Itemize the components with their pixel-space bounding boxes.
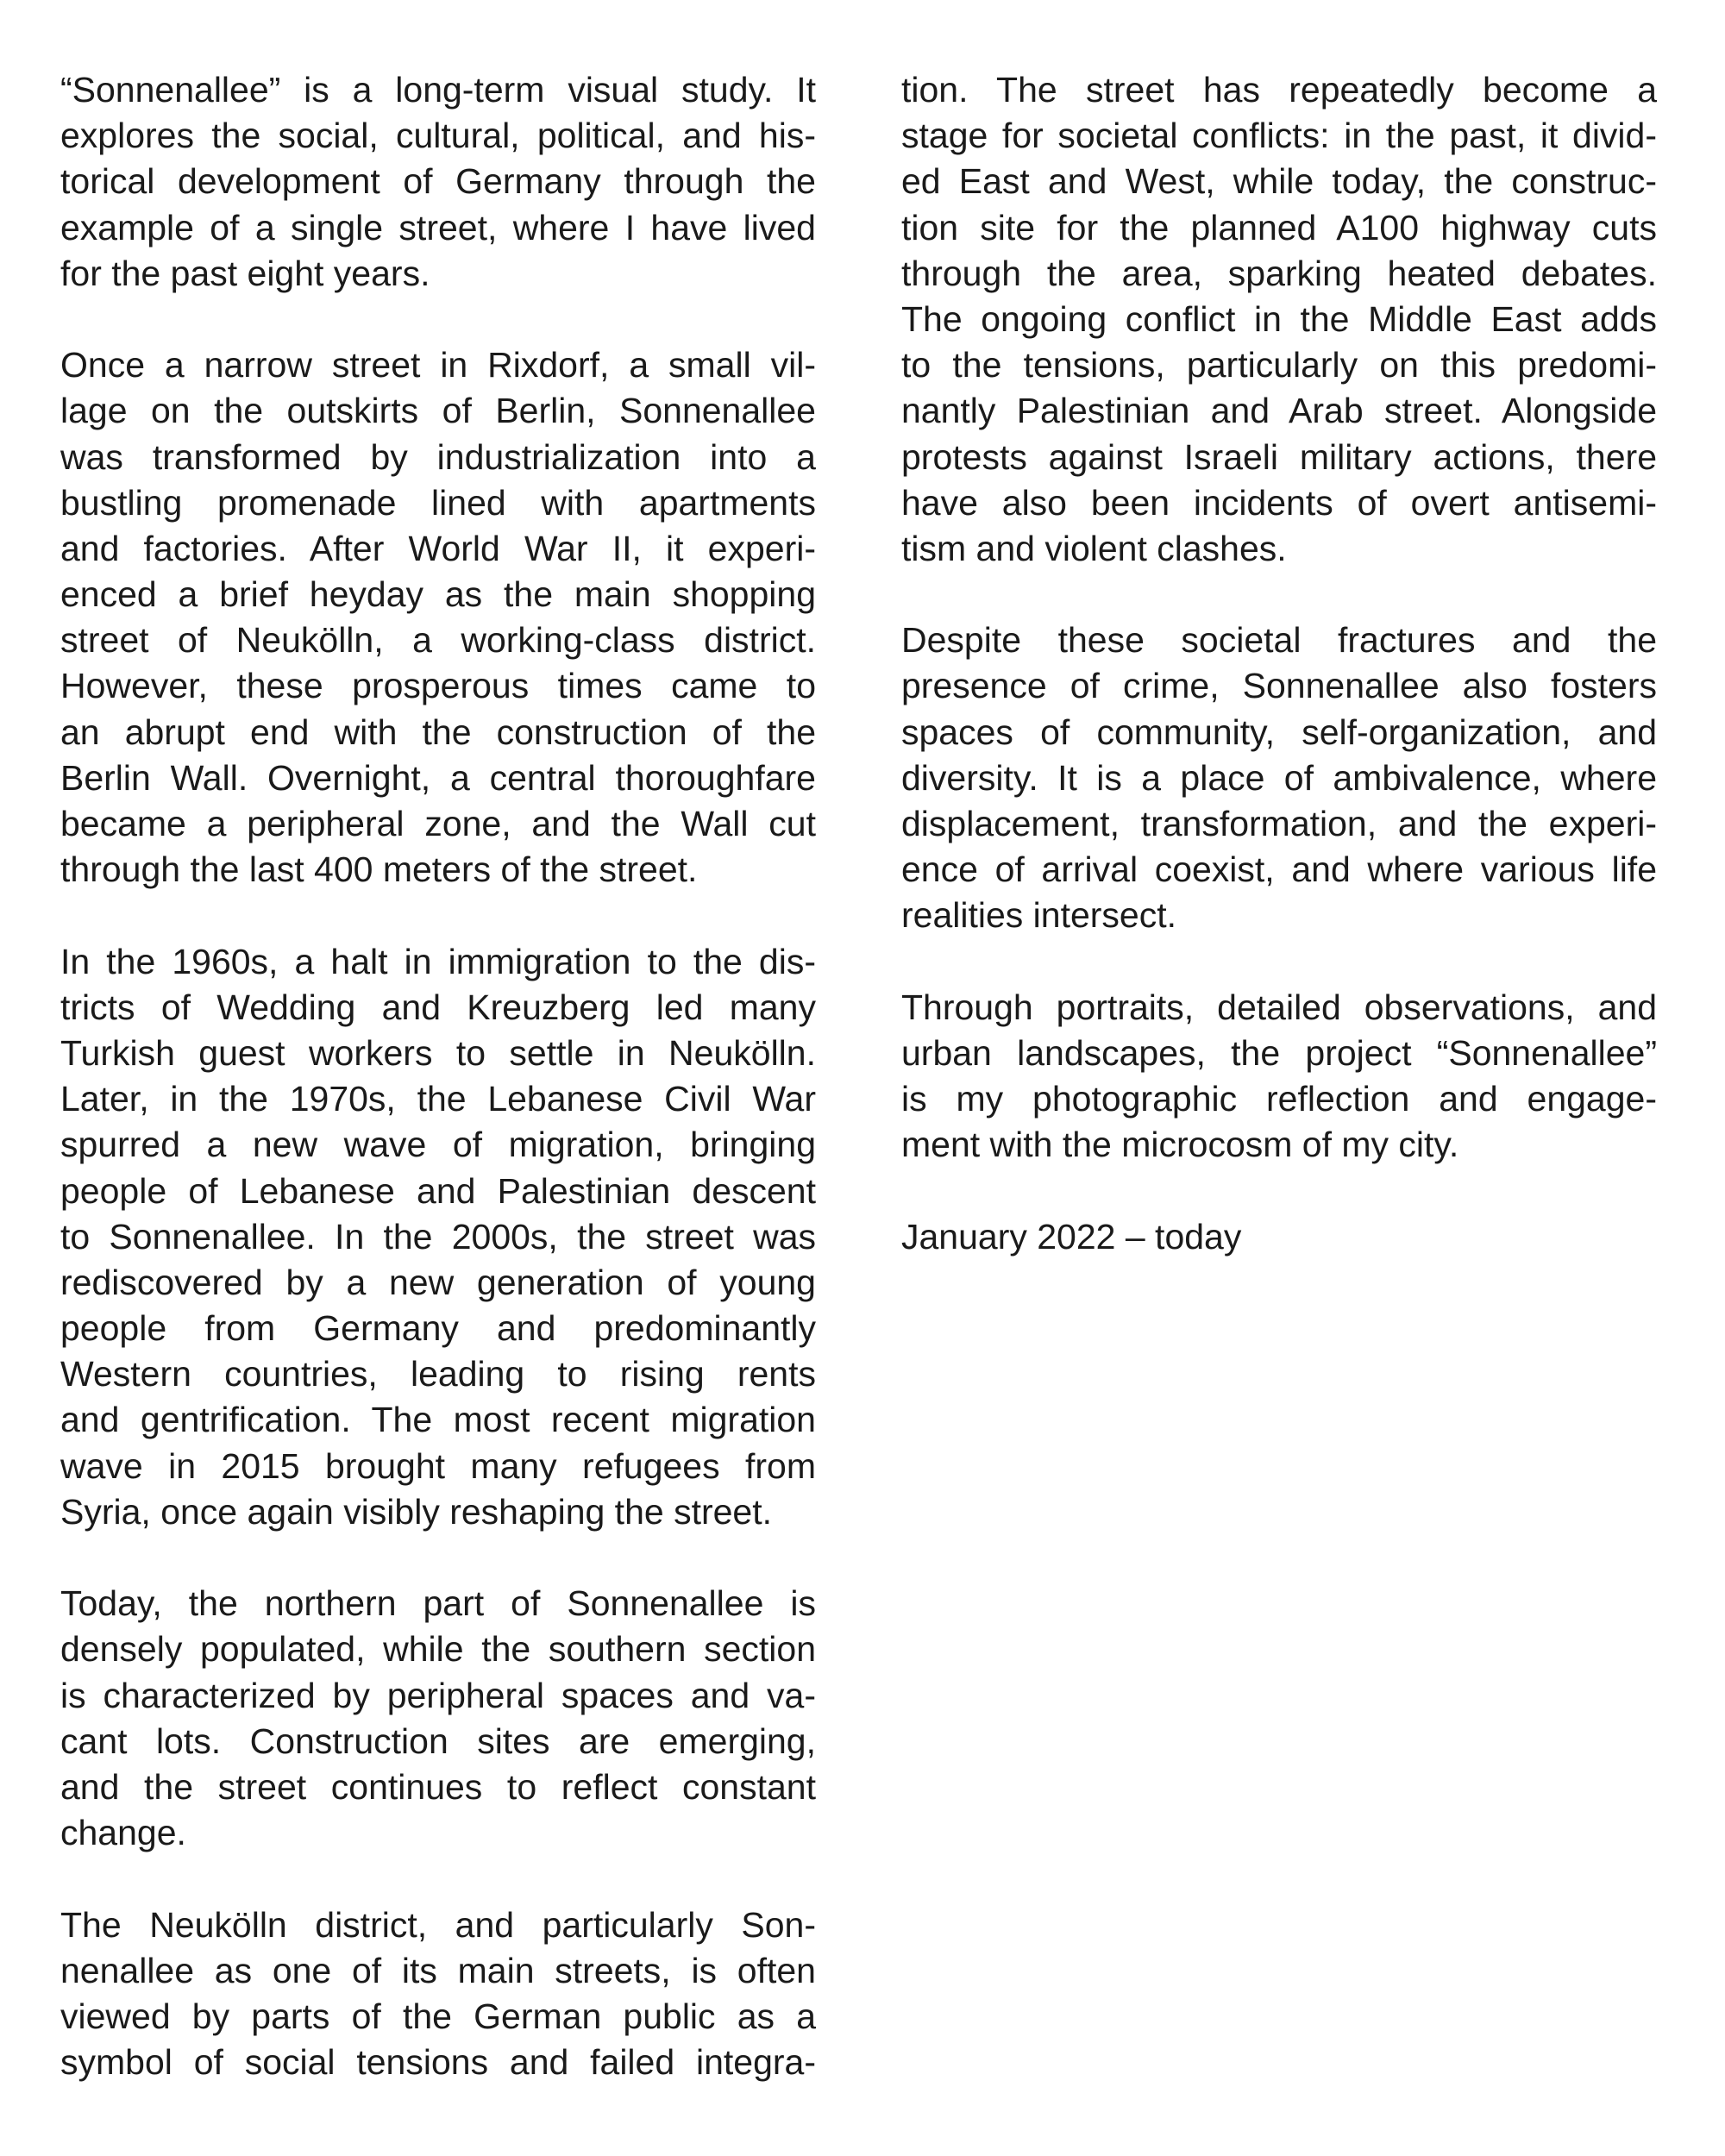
paragraph-spacer (60, 1856, 816, 1902)
text-line: spurred a new wave of migration, bringing (60, 1125, 816, 1165)
text-line: bustling promenade lined with apartments (60, 482, 816, 523)
paragraph (60, 1581, 816, 1856)
text-line: presence of crime, Sonnenallee also fosters (901, 666, 1657, 706)
paragraph-spacer (901, 939, 1657, 985)
text-line: and the street continues to reflect constant (60, 1766, 816, 1807)
paragraph (60, 67, 816, 297)
text-line: is my photographic reflection and engage- (901, 1079, 1657, 1119)
text-line: Today, the northern part of Sonnenallee is (60, 1583, 816, 1624)
text-line: The Neukölln district, and particularly Son- (60, 1904, 816, 1945)
paragraph (901, 617, 1657, 938)
text-line: and gentrification. The most recent migration (60, 1400, 816, 1440)
text-line: for the past eight years. (60, 253, 430, 293)
paragraph (901, 1214, 1657, 1260)
text-line: ence of arrival coexist, and where various life (901, 849, 1657, 890)
text-line: diversity. It is a place of ambivalence, where (901, 757, 1657, 798)
text-line: Once a narrow street in Rixdorf, a small vil- (60, 345, 816, 385)
text-line: through the area, sparking heated debates. (901, 253, 1657, 293)
text-line: explores the social, cultural, political, and his- (60, 116, 816, 156)
text-line: Berlin Wall. Overnight, a central thoroughfare (60, 757, 816, 798)
text-line: cant lots. Construction sites are emerging, (60, 1720, 816, 1761)
text-line: rediscovered by a new generation of young (60, 1262, 816, 1302)
text-line: Syria, once again visibly reshaping the street. (60, 1491, 773, 1532)
text-line: street of Neukölln, a working-class district. (60, 620, 816, 661)
text-line: tion site for the planned A100 highway cuts (901, 207, 1657, 248)
text-line: densely populated, while the southern section (60, 1629, 816, 1670)
text-line: enced a brief heyday as the main shopping (60, 574, 816, 615)
text-line: nenallee as one of its main streets, is often (60, 1950, 816, 1990)
text-line: tion. The street has repeatedly become a (901, 70, 1657, 110)
text-line: an abrupt end with the construction of the (60, 711, 816, 752)
text-line: spaces of community, self-organization, and (901, 711, 1657, 752)
text-line: stage for societal conflicts: in the past, it divid- (901, 116, 1657, 156)
text-column-right (901, 67, 1657, 1260)
text-line: In the 1960s, a halt in immigration to the dis- (60, 941, 816, 981)
paragraph-spacer (60, 893, 816, 938)
text-line: through the last 400 meters of the street. (60, 849, 698, 890)
text-line: torical development of Germany through the (60, 161, 816, 202)
text-line: nantly Palestinian and Arab street. Alongside (901, 391, 1657, 431)
text-column-left (60, 67, 816, 2085)
text-line: symbol of social tensions and failed integra- (60, 2042, 816, 2083)
text-line: Despite these societal fractures and the (901, 620, 1657, 661)
text-line: January 2022 – today (901, 1216, 1242, 1257)
text-line: Turkish guest workers to settle in Neukölln. (60, 1032, 816, 1073)
text-line: is characterized by peripheral spaces and va- (60, 1675, 816, 1715)
paragraph (901, 67, 1657, 572)
text-line: change. (60, 1813, 186, 1853)
paragraph-spacer (60, 297, 816, 342)
text-line: The ongoing conflict in the Middle East adds (901, 298, 1657, 339)
text-line: tism and violent clashes. (901, 528, 1287, 568)
text-line: protests against Israeli military actions, there (901, 436, 1657, 477)
text-line: viewed by parts of the German public as a (60, 1996, 816, 2036)
paragraph (901, 985, 1657, 1169)
text-line: people of Lebanese and Palestinian descent (60, 1170, 816, 1211)
text-line: and factories. After World War II, it experi- (60, 528, 816, 568)
text-line: ed East and West, while today, the construc- (901, 161, 1657, 202)
paragraph-spacer (901, 572, 1657, 617)
text-line: wave in 2015 brought many refugees from (60, 1445, 816, 1486)
text-line: people from Germany and predominantly (60, 1308, 816, 1349)
text-line: tricts of Wedding and Kreuzberg led many (60, 987, 816, 1027)
text-line: was transformed by industrialization into a (60, 436, 816, 477)
text-line: urban landscapes, the project “Sonnenallee” (901, 1032, 1657, 1073)
text-line: Western countries, leading to rising rents (60, 1354, 816, 1395)
text-line: became a peripheral zone, and the Wall cut (60, 804, 816, 843)
text-line: realities intersect. (901, 895, 1177, 936)
text-line: ment with the microcosm of my city. (901, 1125, 1459, 1165)
text-line: Later, in the 1970s, the Lebanese Civil War (60, 1079, 816, 1119)
paragraph (60, 342, 816, 893)
text-line: have also been incidents of overt antisemi- (901, 482, 1657, 523)
paragraph-spacer (901, 1169, 1657, 1214)
text-line: displacement, transformation, and the experi- (901, 804, 1657, 843)
text-line: Through portraits, detailed observations, and (901, 987, 1657, 1027)
text-line: lage on the outskirts of Berlin, Sonnenallee (60, 391, 816, 431)
paragraph-spacer (60, 1535, 816, 1581)
paragraph (60, 1902, 816, 2086)
text-line: to Sonnenallee. In the 2000s, the street was (60, 1216, 816, 1257)
text-line: to the tensions, particularly on this predomi- (901, 345, 1657, 385)
text-line: However, these prosperous times came to (60, 666, 816, 706)
text-line: example of a single street, where I have lived (60, 207, 816, 248)
text-line: “Sonnenallee” is a long-term visual study. It (60, 70, 816, 110)
paragraph (60, 939, 816, 1535)
